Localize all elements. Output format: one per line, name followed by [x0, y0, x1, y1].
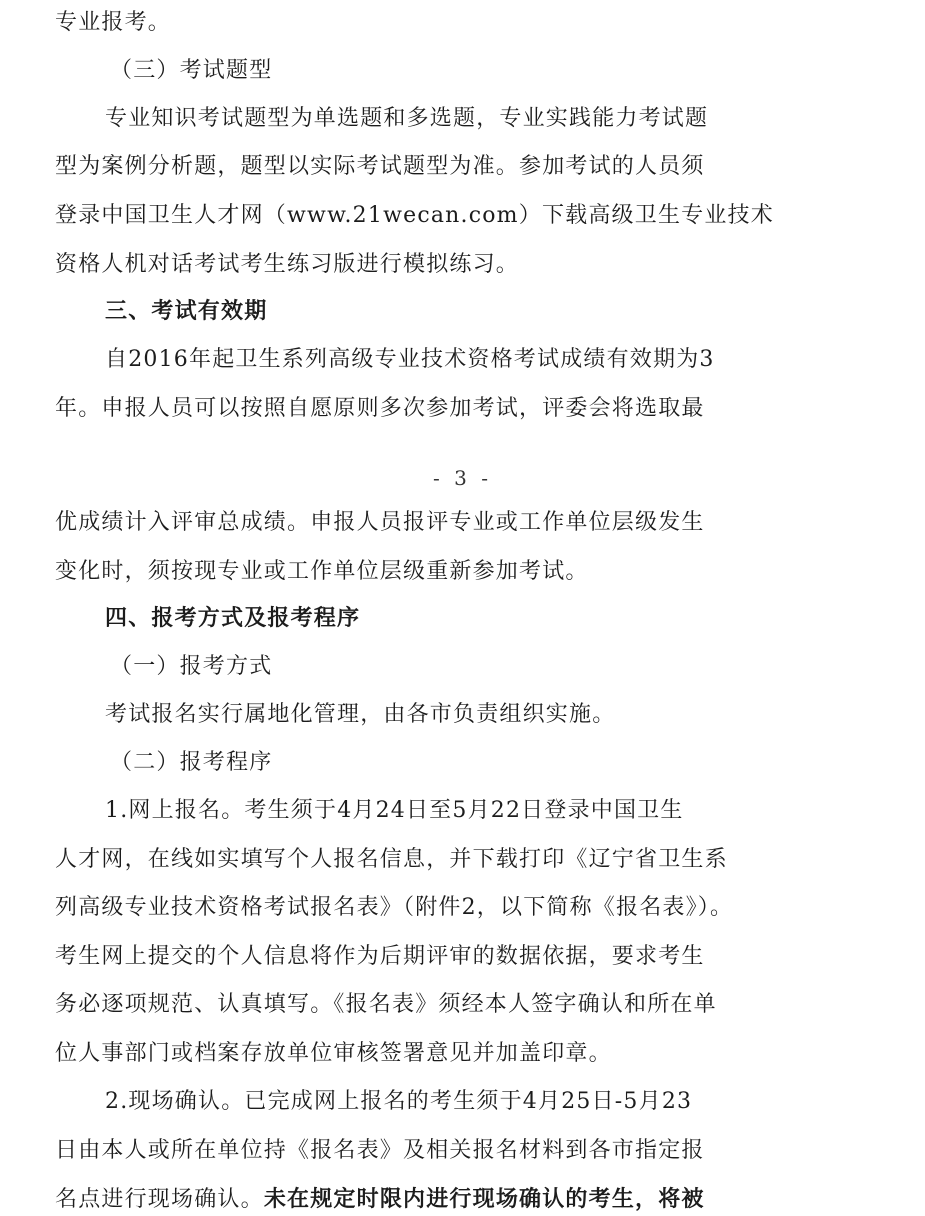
subheading-method: （一）报考方式 — [110, 654, 273, 679]
text-line: 位人事部门或档案存放单位审核签署意见并加盖印章。 — [55, 1041, 612, 1066]
text-line: 务必逐项规范、认真填写。《报名表》须经本人签字确认和所在单 — [55, 992, 717, 1017]
text-line: 列高级专业技术资格考试报名表》（附件2，以下简称《报名表》）。 — [55, 895, 734, 920]
text-bold-warning: 未在规定时限内进行现场确认的考生，将被 — [263, 1186, 705, 1212]
subheading-procedure: （二）报考程序 — [110, 750, 273, 775]
text-line: 型为案例分析题，题型以实际考试题型为准。参加考试的人员须 — [55, 154, 705, 179]
text-line: 人才网，在线如实填写个人报名信息，并下载打印《辽宁省卫生系 — [55, 847, 728, 872]
text-line: 登录中国卫生人才网（www.21wecan.com）下载高级卫生专业技术 — [55, 203, 774, 228]
text-line: 自2016年起卫生系列高级专业技术资格考试成绩有效期为3 — [105, 347, 715, 372]
text-line: 2.现场确认。已完成网上报名的考生须于4月25日-5月23 — [105, 1089, 693, 1114]
page-number: - 3 - — [433, 466, 492, 490]
text-line: 变化时，须按现专业或工作单位层级重新参加考试。 — [55, 559, 589, 584]
text-line: 专业报考。 — [55, 10, 172, 35]
text-line: 年。申报人员可以按照自愿原则多次参加考试，评委会将选取最 — [55, 396, 705, 421]
text-line: 资格人机对话考试考生练习版进行模拟练习。 — [55, 252, 520, 277]
text-line-last — [55, 1184, 845, 1215]
heading-validity: 三、考试有效期 — [105, 299, 268, 324]
text-line: 专业知识考试题型为单选题和多选题，专业实践能力考试题 — [105, 106, 709, 131]
text-line: 优成绩计入评审总成绩。申报人员报评专业或工作单位层级发生 — [55, 510, 705, 535]
text-line: 考试报名实行属地化管理，由各市负责组织实施。 — [105, 702, 616, 727]
subheading-exam-type: （三）考试题型 — [110, 58, 273, 83]
text-normal: 名点进行现场确认。 — [55, 1187, 264, 1212]
text-line: 考生网上提交的个人信息将作为后期评审的数据依据，要求考生 — [55, 944, 705, 969]
text-line: 日由本人或所在单位持《报名表》及相关报名材料到各市指定报 — [55, 1138, 705, 1163]
heading-application: 四、报考方式及报考程序 — [105, 606, 361, 631]
text-line: 1.网上报名。考生须于4月24日至5月22日登录中国卫生 — [105, 798, 684, 823]
